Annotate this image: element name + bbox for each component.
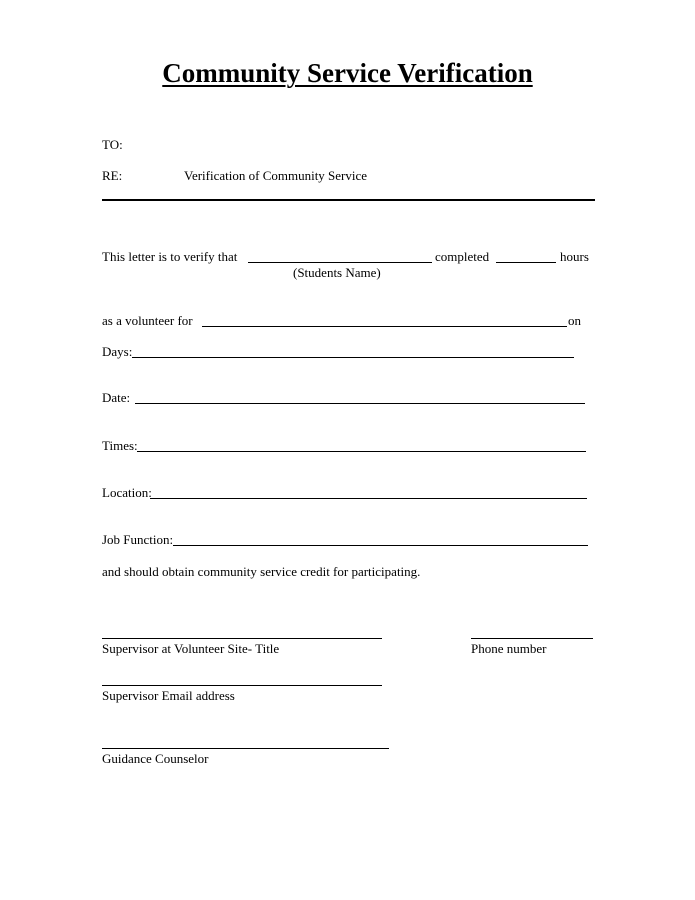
verify-prefix: This letter is to verify that (102, 249, 238, 264)
job-function-blank[interactable] (173, 545, 588, 546)
location-blank[interactable] (150, 498, 587, 499)
re-value: Verification of Community Service (184, 168, 368, 183)
student-name-blank[interactable] (248, 262, 432, 263)
volunteer-prefix: as a volunteer for (102, 313, 193, 328)
date-blank[interactable] (135, 403, 585, 404)
document-title (0, 56, 695, 90)
job-function-label: Job Function: (102, 532, 174, 547)
guidance-signature-line[interactable] (102, 748, 389, 749)
supervisor-email-line[interactable] (102, 685, 382, 686)
times-blank[interactable] (137, 451, 586, 452)
supervisor-email-label: Supervisor Email address (102, 688, 235, 703)
supervisor-signature-line[interactable] (102, 638, 382, 639)
hours-label: hours (560, 249, 589, 264)
header-divider (102, 199, 595, 201)
location-label: Location: (102, 485, 152, 500)
on-label: on (568, 313, 581, 328)
completed-label: completed (435, 249, 490, 264)
closing-text: and should obtain community service credit for participating. (102, 564, 421, 579)
days-label: Days: (102, 344, 133, 359)
to-label: TO: (102, 137, 123, 152)
organization-blank[interactable] (202, 326, 567, 327)
document-title-text: Community Service Verification (162, 58, 533, 88)
date-label: Date: (102, 390, 131, 405)
re-label: RE: (102, 168, 123, 183)
supervisor-title-label: Supervisor at Volunteer Site- Title (102, 641, 280, 656)
phone-label: Phone number (471, 641, 547, 656)
student-name-caption: (Students Name) (293, 265, 381, 280)
phone-signature-line[interactable] (471, 638, 593, 639)
hours-blank[interactable] (496, 262, 556, 263)
times-label: Times: (102, 438, 138, 453)
days-blank[interactable] (132, 357, 574, 358)
guidance-label: Guidance Counselor (102, 751, 209, 766)
